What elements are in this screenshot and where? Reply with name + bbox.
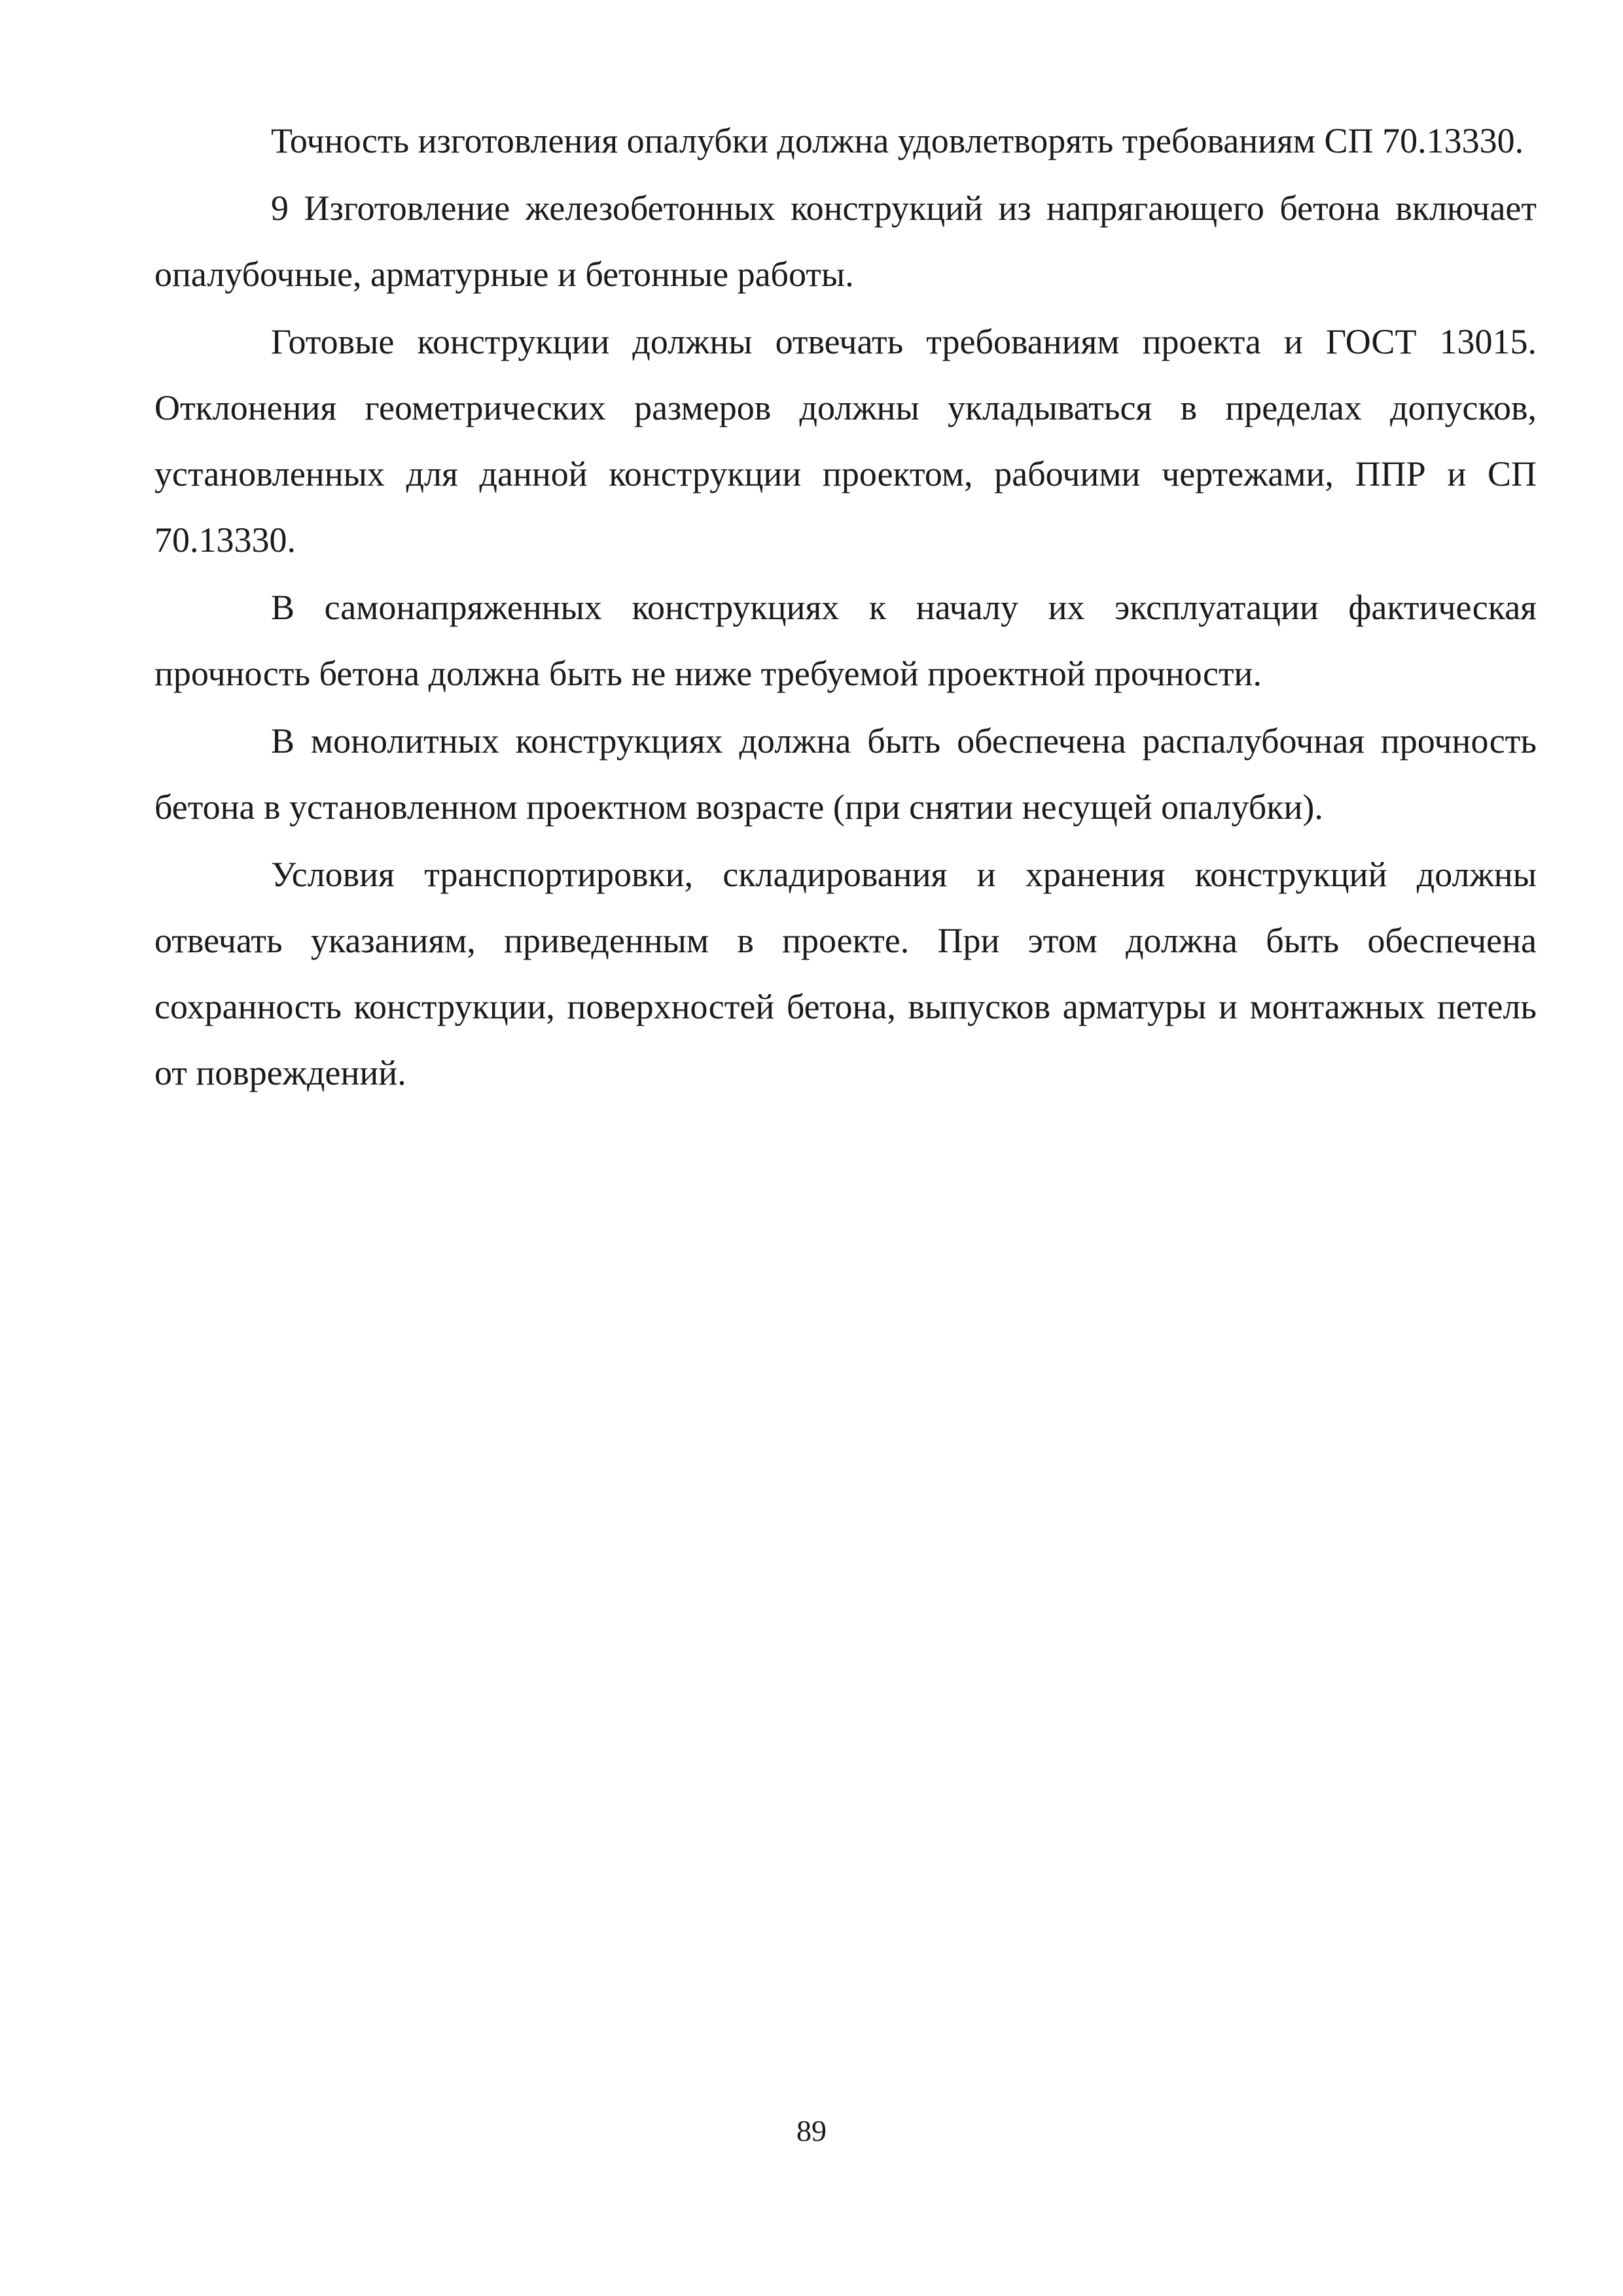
paragraph-section-9: 9 Изготовление железобетонных конструкций из напрягающего бетона включает опалубочные, арматурные и бетонные работы. (154, 188, 1537, 294)
paragraph-finished-structures: Готовые конструкции должны отвечать требованиям проекта и ГОСТ 13015. Отклонения геометрических размеров должны укладываться в пределах допусков, установленных для данной конструкции проектом, рабочими чертежами, ППР и СП 70.13330. (154, 322, 1537, 560)
page-number: 89 (796, 2114, 827, 2147)
body-text (154, 108, 1537, 1107)
paragraph-transportation: Условия транспортировки, складирования и хранения конструкций должны отвечать указаниям, приведенным в проекте. При этом должна быть обеспечена сохранность конструкции, поверхностей бетона, выпусков арматуры и монтажных петель от повреждений. (154, 855, 1537, 1092)
paragraph-monolithic: В монолитных конструкциях должна быть обеспечена распалубочная прочность бетона в установленном проектном возрасте (при снятии несущей опалубки). (154, 721, 1537, 827)
paragraph-formwork-accuracy: Точность изготовления опалубки должна удовлетворять требованиям СП 70.13330. (271, 121, 1524, 160)
paragraph-self-stressed: В самонапряженных конструкциях к началу их эксплуатации фактическая прочность бетона должна быть не ниже требуемой проектной прочности. (154, 588, 1537, 693)
